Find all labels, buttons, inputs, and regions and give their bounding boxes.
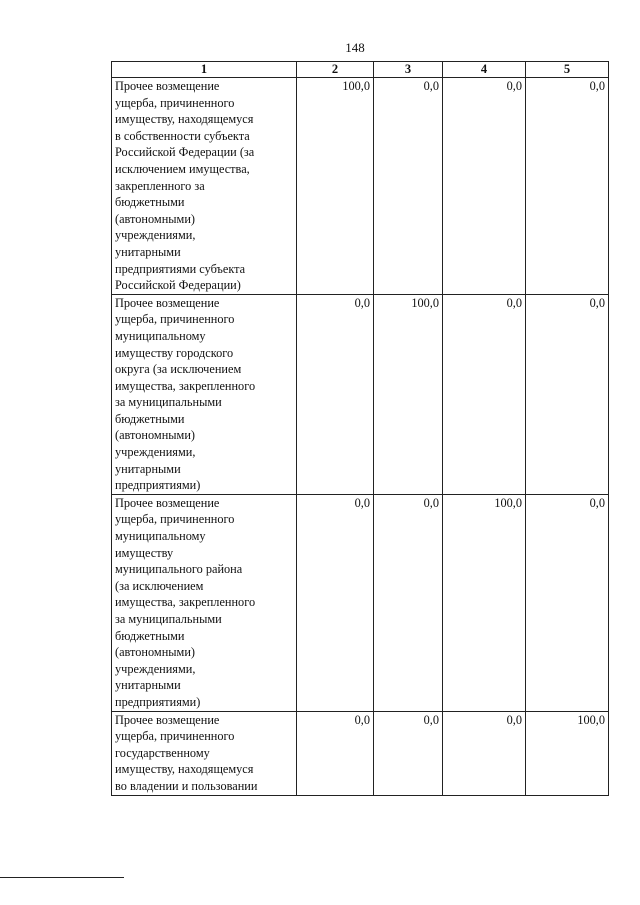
- row-name-cell: Прочее возмещение ущерба, причиненного имуществу, находящемуся в собственности субъекта Российской Федерации (за исключением имущества, закрепленного за бюджетными (автономными) учреждениями, унитарными предприятиями субъекта Российской Федерации): [112, 78, 297, 295]
- row-name-cell: Прочее возмещение ущерба, причиненного государственному имуществу, находящемуся во владении и пользовании: [112, 711, 297, 795]
- table-row: [112, 711, 609, 795]
- value-cell: 0,0: [374, 494, 443, 711]
- table-header-row: [112, 62, 609, 78]
- column-header-3: 3: [374, 62, 443, 78]
- value-cell: 0,0: [297, 711, 374, 795]
- value-cell: 0,0: [297, 294, 374, 494]
- table-row: [112, 494, 609, 711]
- table-row: [112, 294, 609, 494]
- page-number: 148: [345, 40, 365, 55]
- footnote-separator: [0, 877, 124, 878]
- value-cell: 0,0: [526, 294, 609, 494]
- value-cell: 100,0: [297, 78, 374, 295]
- column-header-4: 4: [443, 62, 526, 78]
- column-header-2: 2: [297, 62, 374, 78]
- value-cell: 0,0: [526, 494, 609, 711]
- value-cell: 0,0: [443, 294, 526, 494]
- row-name-cell: Прочее возмещение ущерба, причиненного муниципальному имуществу городского округа (за исключением имущества, закрепленного за муниципальными бюджетными (автономными) учреждениями, унитарными предприятиями): [112, 294, 297, 494]
- value-cell: 0,0: [297, 494, 374, 711]
- column-header-1: 1: [112, 62, 297, 78]
- value-cell: 100,0: [526, 711, 609, 795]
- table-row: [112, 78, 609, 295]
- value-cell: 0,0: [374, 78, 443, 295]
- value-cell: 0,0: [374, 711, 443, 795]
- value-cell: 100,0: [374, 294, 443, 494]
- column-header-5: 5: [526, 62, 609, 78]
- value-cell: 0,0: [526, 78, 609, 295]
- value-cell: 0,0: [443, 78, 526, 295]
- budget-table: [111, 61, 609, 796]
- row-name-cell: Прочее возмещение ущерба, причиненного муниципальному имуществу муниципального района (за исключением имущества, закрепленного за муниципальными бюджетными (автономными) учреждениями, унитарными предприятиями): [112, 494, 297, 711]
- value-cell: 100,0: [443, 494, 526, 711]
- value-cell: 0,0: [443, 711, 526, 795]
